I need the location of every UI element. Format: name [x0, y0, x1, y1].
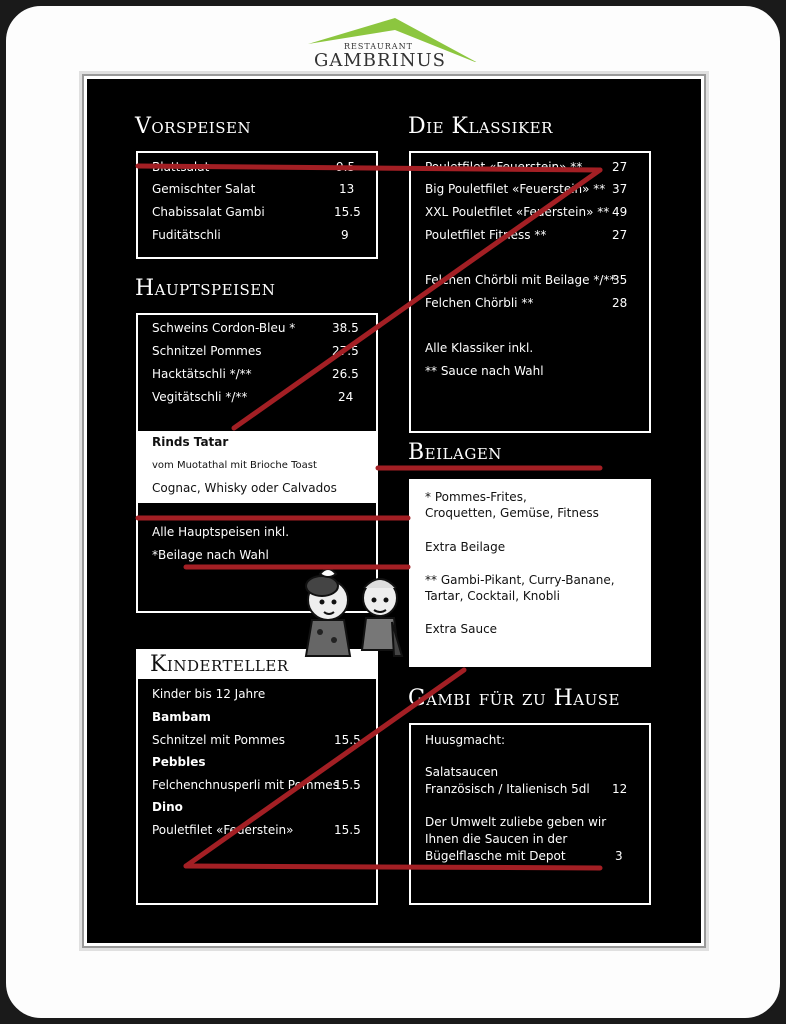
zuhause-intro: Huusgmacht: [425, 733, 506, 747]
item-price: 27.5 [332, 344, 359, 358]
tatar-name: Rinds Tatar [152, 435, 229, 449]
zuhause-heading: Gambi für zu Hause [408, 686, 620, 711]
list-item: Blattsalat [152, 160, 210, 174]
list-item: Pouletfilet Fitness ** [425, 228, 547, 242]
beilagen-heading: Beilagen [408, 440, 502, 465]
list-item: Schnitzel Pommes [152, 344, 262, 358]
kids-group-label: Dino [152, 800, 183, 814]
klassiker-note: Alle Klassiker inkl. [425, 341, 534, 355]
item-price: 49 [612, 205, 628, 219]
list-item: Gemischter Salat [152, 182, 256, 196]
list-item: Pouletfilet «Feuerstein» [152, 823, 294, 837]
list-item: Pouletfilet «Feuerstein» ** [425, 160, 583, 174]
zuhause-sauce-label: Salatsaucen [425, 765, 499, 779]
zuhause-sauce-price: 12 [612, 782, 628, 796]
extra-sauce-label: Extra Sauce [425, 622, 498, 636]
logo-restaurant-text: RESTAURANT [344, 42, 413, 51]
list-item: Felchenchnusperli mit Pommes [152, 778, 339, 792]
cartoon-kids-icon [300, 560, 410, 670]
klassiker-heading: Die Klassiker [408, 114, 553, 139]
hauptspeisen-note: *Beilage nach Wahl [152, 548, 269, 562]
tatar-extra-price: +3.5 [332, 481, 362, 495]
tatar-price: 33 [338, 435, 354, 449]
zuhause-env-price: 3 [615, 849, 623, 863]
klassiker-note: ** Sauce nach Wahl [425, 364, 544, 378]
beilagen-text: * Pommes-Frites, [425, 490, 527, 504]
kids-group-label: Bambam [152, 710, 211, 724]
beilagen-text: Tartar, Cocktail, Knobli [425, 589, 560, 603]
list-item: Felchen Chörbli ** [425, 296, 534, 310]
list-item: Schweins Cordon-Bleu * [152, 321, 296, 335]
kids-group-label: Pebbles [152, 755, 206, 769]
extra-beilage-price: 7 [614, 540, 622, 554]
tatar-extra: Cognac, Whisky oder Calvados [152, 481, 337, 495]
list-item: Vegitätschli */** [152, 390, 248, 404]
kinderteller-subtitle: Kinder bis 12 Jahre [152, 687, 266, 701]
vorspeisen-heading: Vorspeisen [135, 114, 252, 139]
item-price: 15.5 [334, 205, 361, 219]
extra-beilage-label: Extra Beilage [425, 540, 506, 554]
item-price: 13 [339, 182, 355, 196]
list-item: Big Pouletfilet «Feuerstein» ** [425, 182, 606, 196]
extra-sauce-price: 3 [614, 622, 622, 636]
list-item: Chabissalat Gambi [152, 205, 265, 219]
zuhause-env-text: Bügelflasche mit Depot [425, 849, 566, 863]
item-price: 9 [341, 228, 349, 242]
item-price: 15.5 [334, 778, 361, 792]
item-price: 27 [612, 160, 628, 174]
beilagen-text: ** Gambi-Pikant, Curry-Banane, [425, 573, 615, 587]
zuhause-box [409, 723, 651, 905]
item-price: 38.5 [332, 321, 359, 335]
logo-gambrinus-text: GAMBRINUS [314, 50, 446, 71]
item-price: 27 [612, 228, 628, 242]
item-price: 24 [338, 390, 354, 404]
item-price: 35 [612, 273, 628, 287]
item-price: 15.5 [334, 733, 361, 747]
hauptspeisen-note: Alle Hauptspeisen inkl. [152, 525, 290, 539]
list-item: Fuditätschli [152, 228, 221, 242]
zuhause-sauce-name: Französisch / Italienisch 5dl [425, 782, 590, 796]
kinderteller-heading: Kinderteller [150, 652, 289, 677]
list-item: Schnitzel mit Pommes [152, 733, 286, 747]
list-item: Felchen Chörbli mit Beilage */** [425, 273, 616, 287]
item-price: 37 [612, 182, 628, 196]
zuhause-env-text: Der Umwelt zuliebe geben wir [425, 815, 607, 829]
item-price: 15.5 [334, 823, 361, 837]
hauptspeisen-heading: Hauptspeisen [135, 276, 276, 301]
list-item: Hacktätschli */** [152, 367, 252, 381]
zuhause-env-text: Ihnen die Saucen in der [425, 832, 568, 846]
tatar-description: vom Muotathal mit Brioche Toast [152, 460, 317, 471]
item-price: 26.5 [332, 367, 359, 381]
item-price: 9.5 [336, 160, 356, 174]
list-item: XXL Pouletfilet «Feuerstein» ** [425, 205, 610, 219]
item-price: 28 [612, 296, 628, 310]
beilagen-text: Croquetten, Gemüse, Fitness [425, 506, 599, 520]
